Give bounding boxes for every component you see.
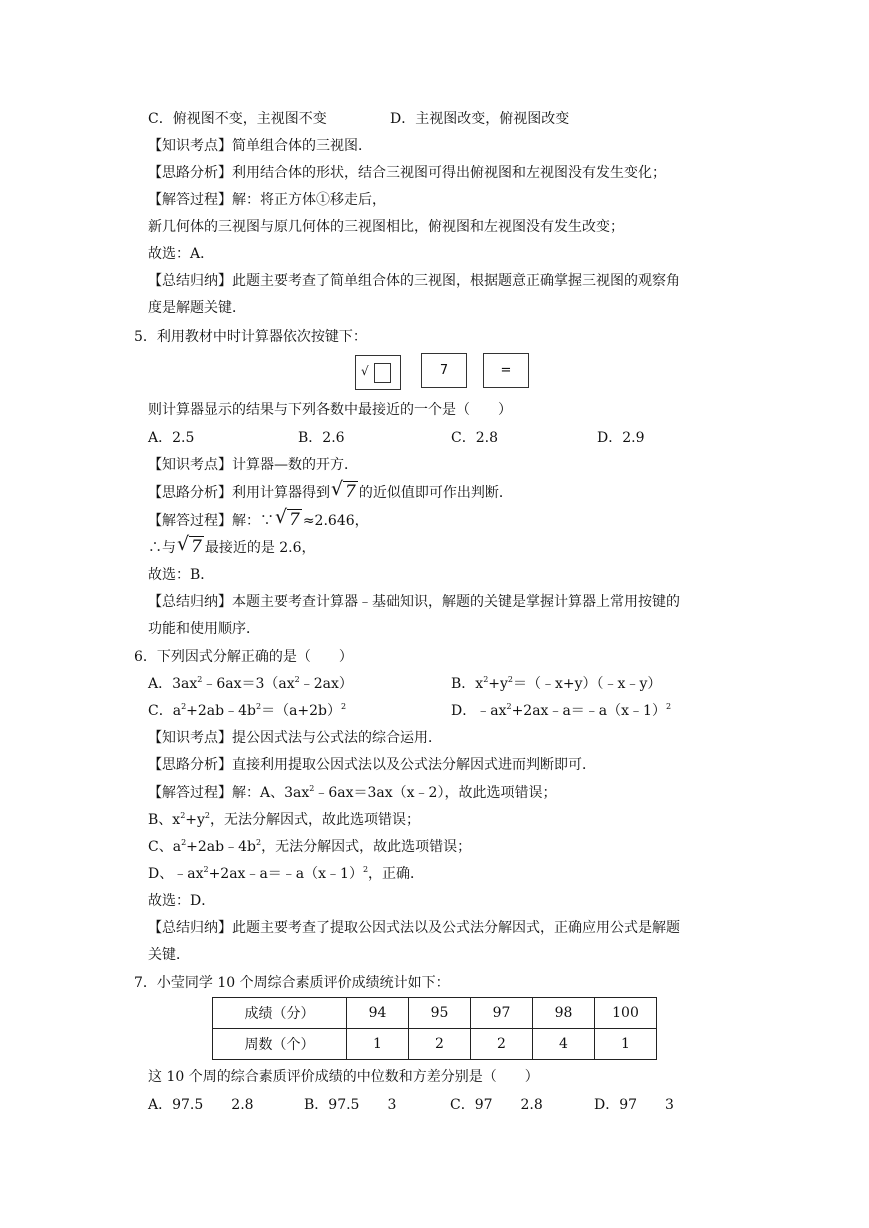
- table-cell: 2: [409, 1029, 471, 1060]
- sqrt-key: [355, 355, 401, 390]
- question-ask: 这 10 个周的综合素质评价成绩的中位数和方差分别是（ ）: [148, 1069, 539, 1085]
- knowledge-point: 【知识考点】提公因式法与公式法的综合运用．: [148, 730, 442, 746]
- option-c: C．$a^2+2ab﹣4b^2=(a+2b)^2$: [148, 702, 347, 719]
- question-stem: 7．小莹同学 10 个周综合素质评价成绩统计如下：: [134, 975, 450, 991]
- sqrt-seven: √ 7: [331, 483, 358, 502]
- summary: 功能和使用顺序．: [148, 621, 260, 637]
- table-cell: 98: [533, 998, 595, 1029]
- summary: 【总结归纳】此题主要考查了简单组合体的三视图，根据题意正确掌握三视图的观察角: [148, 273, 680, 289]
- option-c: C．俯视图不变，主视图不变: [148, 111, 327, 127]
- option-b: B．$x^2+y^2=(﹣x+y)(﹣x﹣y)$: [451, 675, 662, 692]
- question-ask: 则计算器显示的结果与下列各数中最接近的一个是（ ）: [148, 402, 512, 418]
- analysis: 【思路分析】利用计算器得到√ 7 的近似值即可作出判断．: [148, 483, 513, 502]
- table-cell: 2: [471, 1029, 533, 1060]
- equals-key: =: [483, 353, 529, 388]
- solution-line: D、$﹣ax^2+2ax﹣a=﹣a(x﹣1)^2$，正确．: [148, 865, 425, 882]
- knowledge-point: 【知识考点】计算器—数的开方．: [148, 457, 358, 473]
- sqrt-seven: √ 7: [177, 538, 204, 557]
- table-cell: 97: [471, 998, 533, 1029]
- answer-choice: 故选：D．: [148, 893, 216, 909]
- table-cell: 95: [409, 998, 471, 1029]
- table-cell: 1: [595, 1029, 657, 1060]
- option-d: D．主视图改变，俯视图改变: [390, 111, 570, 127]
- summary: 【总结归纳】此题主要考查了提取公因式法以及公式法分解因式，正确应用公式是解题: [148, 920, 680, 936]
- solution-line: 【解答过程】解：A、$3ax^2﹣6ax=3ax(x﹣2)$，故此选项错误；: [148, 784, 557, 801]
- option-c: C．97 2.8: [450, 1097, 543, 1113]
- summary: 度是解题关键．: [148, 300, 246, 316]
- analysis: 【思路分析】直接利用提取公因式法以及公式法分解因式进而判断即可．: [148, 757, 596, 773]
- table-row: [213, 1029, 657, 1060]
- sqrt-seven: √ 7: [275, 511, 302, 530]
- seven-key: 7: [421, 353, 467, 388]
- analysis: 【思路分析】利用结合体的形状，结合三视图可得出俯视图和左视图没有发生变化；: [148, 165, 666, 181]
- solution-line: 新几何体的三视图与原几何体的三视图相比，俯视图和左视图没有发生改变；: [148, 219, 624, 235]
- solution-line: 【解答过程】解：∵√ 7 ≈2.646，: [148, 511, 369, 530]
- option-d: D．$﹣ax^2+2ax﹣a=﹣a(x﹣1)^2$: [451, 702, 672, 719]
- option-c: C．2.8: [451, 430, 498, 446]
- option-b: B．2.6: [298, 430, 345, 446]
- table-cell: 94: [347, 998, 409, 1029]
- option-a: A．2.5: [148, 430, 195, 446]
- solution-line: ∴与√ 7 最接近的是 2.6，: [148, 538, 316, 557]
- summary: 【总结归纳】本题主要考查计算器﹣基础知识，解题的关键是掌握计算器上常用按键的: [148, 594, 680, 610]
- summary: 关键．: [148, 947, 190, 963]
- option-b: B．97.5 3: [304, 1097, 397, 1113]
- table-row: [213, 998, 657, 1029]
- answer-choice: 故选：B．: [148, 567, 215, 583]
- table-cell: 4: [533, 1029, 595, 1060]
- option-a: A．$3ax^2﹣6ax=3(ax^2﹣2ax)$: [148, 675, 353, 692]
- solution-line: B、$x^2+y^2$，无法分解因式，故此选项错误；: [148, 811, 421, 828]
- question-stem: 5．利用教材中时计算器依次按键下：: [134, 329, 367, 345]
- table-cell: 成绩（分）: [213, 998, 347, 1029]
- answer-choice: 故选：A．: [148, 246, 215, 262]
- solution-line: C、$a^2+2ab﹣4b^2$，无法分解因式，故此选项错误；: [148, 838, 472, 855]
- option-d: D．97 3: [594, 1097, 674, 1113]
- sqrt-icon: √: [361, 364, 369, 378]
- table-cell: 100: [595, 998, 657, 1029]
- knowledge-point: 【知识考点】简单组合体的三视图．: [148, 138, 372, 154]
- option-a: A．97.5 2.8: [148, 1097, 254, 1113]
- option-d: D．2.9: [597, 430, 645, 446]
- table-cell: 周数（个）: [213, 1029, 347, 1060]
- score-table: [212, 997, 657, 1060]
- table-cell: 1: [347, 1029, 409, 1060]
- question-stem: 6．下列因式分解正确的是（ ）: [134, 649, 353, 665]
- solution-line: 【解答过程】解：将正方体①移走后，: [148, 192, 386, 208]
